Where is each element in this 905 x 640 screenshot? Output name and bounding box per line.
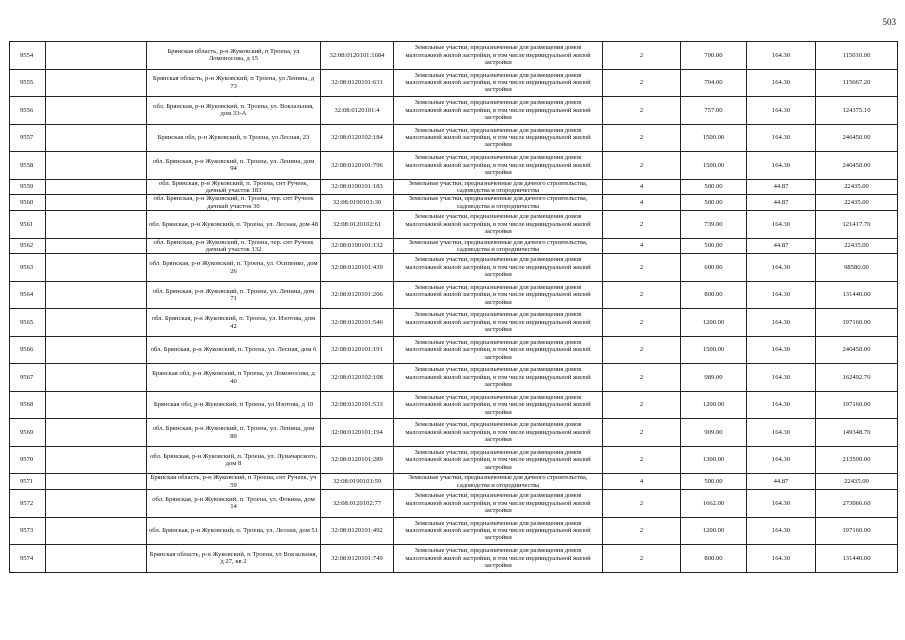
land-plots-table xyxy=(9,41,898,573)
cadastral-value-cell: 22435.00 xyxy=(816,238,898,254)
rate-cell: 164.30 xyxy=(747,545,816,573)
cadastral-value-cell: 197160.00 xyxy=(816,517,898,545)
blank-cell xyxy=(46,97,147,125)
land-use-cell: Земельные участки, предназначенные для размещения домов малоэтажной жилой застройки, в том числе индивидуальной жилой застройки xyxy=(394,124,603,152)
area-cell: 500.00 xyxy=(681,195,747,211)
area-cell: 1500.00 xyxy=(681,152,747,180)
table-row xyxy=(10,97,898,125)
category-cell: 2 xyxy=(603,124,681,152)
cadastral-value-cell: 131440.00 xyxy=(816,281,898,309)
land-use-cell: Земельные участки, предназначенные для размещения домов малоэтажной жилой застройки, в том числе индивидуальной жилой застройки xyxy=(394,254,603,282)
table-row xyxy=(10,545,898,573)
cadastral-value-cell: 22435.00 xyxy=(816,179,898,195)
rate-cell: 164.30 xyxy=(747,309,816,337)
table-row xyxy=(10,517,898,545)
cadastral-number-cell: 32:08:0120101:533 xyxy=(321,391,394,419)
blank-cell xyxy=(46,474,147,490)
category-cell: 2 xyxy=(603,309,681,337)
address-cell: Брянская обл, р-н Жуковский, п Троена, ул Ломоносова, д 40 xyxy=(147,364,321,392)
area-cell: 909.00 xyxy=(681,419,747,447)
table-row xyxy=(10,364,898,392)
cadastral-value-cell: 98580.00 xyxy=(816,254,898,282)
row-number-cell: 9567 xyxy=(10,364,46,392)
cadastral-value-cell: 149348.70 xyxy=(816,419,898,447)
address-cell: обл. Брянская, р-н Жуковский, п. Троена, ул. Ленина, дом 89 xyxy=(147,419,321,447)
cadastral-value-cell: 115010.00 xyxy=(816,42,898,70)
cadastral-number-cell: 32:08:0120101:191 xyxy=(321,336,394,364)
category-cell: 2 xyxy=(603,42,681,70)
address-cell: Брянская область, р-н Жуковский, п Троена, снт Ручеек, уч 59 xyxy=(147,474,321,490)
blank-cell xyxy=(46,211,147,239)
rate-cell: 164.30 xyxy=(747,42,816,70)
area-cell: 700.00 xyxy=(681,42,747,70)
cadastral-number-cell: 32:08:0120101:1684 xyxy=(321,42,394,70)
rate-cell: 44.87 xyxy=(747,195,816,211)
cadastral-value-cell: 131440.00 xyxy=(816,545,898,573)
table-row xyxy=(10,281,898,309)
category-cell: 2 xyxy=(603,254,681,282)
cadastral-number-cell: 32:08:0120101:796 xyxy=(321,152,394,180)
rate-cell: 164.30 xyxy=(747,281,816,309)
row-number-cell: 9561 xyxy=(10,211,46,239)
cadastral-number-cell: 32:08:0120101:206 xyxy=(321,281,394,309)
rate-cell: 164.30 xyxy=(747,391,816,419)
address-cell: Брянская область, р-н Жуковский, п Троена, ул Ленина, д 73 xyxy=(147,69,321,97)
row-number-cell: 9570 xyxy=(10,446,46,474)
blank-cell xyxy=(46,490,147,518)
address-cell: обл. Брянская, р-н Жуковский, п. Троена, ул. Вокзальная, дом 33-А xyxy=(147,97,321,125)
land-use-cell: Земельные участки, предназначенные для дачного строительства, садоводства и огородничества xyxy=(394,179,603,195)
cadastral-number-cell: 32:08:0120102:184 xyxy=(321,124,394,152)
blank-cell xyxy=(46,69,147,97)
area-cell: 989.00 xyxy=(681,364,747,392)
area-cell: 1200.00 xyxy=(681,517,747,545)
row-number-cell: 9556 xyxy=(10,97,46,125)
area-cell: 800.00 xyxy=(681,281,747,309)
land-use-cell: Земельные участки, предназначенные для размещения домов малоэтажной жилой застройки, в том числе индивидуальной жилой застройки xyxy=(394,309,603,337)
table-row xyxy=(10,69,898,97)
cadastral-number-cell: 32:08:0120101:546 xyxy=(321,309,394,337)
blank-cell xyxy=(46,309,147,337)
row-number-cell: 9564 xyxy=(10,281,46,309)
area-cell: 1200.00 xyxy=(681,309,747,337)
address-cell: Брянская обл, р-н Жуковский, п Троена, ул Лесная, 23 xyxy=(147,124,321,152)
table-row xyxy=(10,254,898,282)
rate-cell: 164.30 xyxy=(747,152,816,180)
address-cell: обл. Брянская, р-н Жуковский, п. Троена, ул. Осипенко, дом 26 xyxy=(147,254,321,282)
row-number-cell: 9568 xyxy=(10,391,46,419)
area-cell: 1500.00 xyxy=(681,124,747,152)
category-cell: 2 xyxy=(603,490,681,518)
category-cell: 2 xyxy=(603,152,681,180)
row-number-cell: 9557 xyxy=(10,124,46,152)
category-cell: 2 xyxy=(603,69,681,97)
address-cell: обл. Брянская, р-н Жуковский, п. Троена, ул. Изотова, дом 42 xyxy=(147,309,321,337)
row-number-cell: 9554 xyxy=(10,42,46,70)
area-cell: 739.00 xyxy=(681,211,747,239)
category-cell: 2 xyxy=(603,446,681,474)
land-use-cell: Земельные участки, предназначенные для размещения домов малоэтажной жилой застройки, в том числе индивидуальной жилой застройки xyxy=(394,419,603,447)
row-number-cell: 9559 xyxy=(10,179,46,195)
land-use-cell: Земельные участки, предназначенные для дачного строительства, садоводства и огородничества xyxy=(394,195,603,211)
row-number-cell: 9573 xyxy=(10,517,46,545)
cadastral-value-cell: 22435.00 xyxy=(816,195,898,211)
row-number-cell: 9563 xyxy=(10,254,46,282)
address-cell: обл. Брянская, р-н Жуковский, п. Троена, ул. Ленина, дом 94 xyxy=(147,152,321,180)
address-cell: обл. Брянская, р-н Жуковский, п. Троена, ул. Лесная, дом 51 xyxy=(147,517,321,545)
row-number-cell: 9562 xyxy=(10,238,46,254)
address-cell: обл. Брянская, р-н Жуковский, п. Троена, ул. Луначарского, дом 8 xyxy=(147,446,321,474)
category-cell: 4 xyxy=(603,238,681,254)
area-cell: 1200.00 xyxy=(681,391,747,419)
land-use-cell: Земельные участки, предназначенные для размещения домов малоэтажной жилой застройки, в том числе индивидуальной жилой застройки xyxy=(394,42,603,70)
table-row xyxy=(10,490,898,518)
cadastral-number-cell: 32:08:0120101:4 xyxy=(321,97,394,125)
table-row xyxy=(10,152,898,180)
address-cell: обл. Брянская, р-н Жуковский, п. Троена, тер. снт Ручеек дачный участок 30 xyxy=(147,195,321,211)
page-number: 503 xyxy=(882,17,896,27)
category-cell: 2 xyxy=(603,517,681,545)
cadastral-number-cell: 32:08:0190101:183 xyxy=(321,179,394,195)
rate-cell: 44.87 xyxy=(747,474,816,490)
blank-cell xyxy=(46,195,147,211)
cadastral-value-cell: 213590.00 xyxy=(816,446,898,474)
blank-cell xyxy=(46,336,147,364)
row-number-cell: 9558 xyxy=(10,152,46,180)
blank-cell xyxy=(46,419,147,447)
blank-cell xyxy=(46,391,147,419)
area-cell: 1500.00 xyxy=(681,336,747,364)
land-use-cell: Земельные участки, предназначенные для размещения домов малоэтажной жилой застройки, в том числе индивидуальной жилой застройки xyxy=(394,211,603,239)
category-cell: 2 xyxy=(603,336,681,364)
address-cell: обл. Брянская, р-н Жуковский, п. Троена, ул. Лесная, дом 6 xyxy=(147,336,321,364)
cadastral-value-cell: 246450.00 xyxy=(816,124,898,152)
land-use-cell: Земельные участки, предназначенные для дачного строительства, садоводства и огородничества xyxy=(394,474,603,490)
table-row xyxy=(10,42,898,70)
address-cell: Брянская область, р-н Жуковский, п Троена, ул Ломоносова, д 15 xyxy=(147,42,321,70)
cadastral-number-cell: 32:08:0190101:59 xyxy=(321,474,394,490)
blank-cell xyxy=(46,124,147,152)
cadastral-number-cell: 32:08:0120102:108 xyxy=(321,364,394,392)
blank-cell xyxy=(46,238,147,254)
cadastral-value-cell: 197160.00 xyxy=(816,391,898,419)
cadastral-number-cell: 32:08:0120102:77 xyxy=(321,490,394,518)
table-row xyxy=(10,238,898,254)
cadastral-value-cell: 246450.00 xyxy=(816,336,898,364)
category-cell: 2 xyxy=(603,211,681,239)
cadastral-value-cell: 246450.00 xyxy=(816,152,898,180)
rate-cell: 164.30 xyxy=(747,446,816,474)
rate-cell: 44.87 xyxy=(747,238,816,254)
table-row xyxy=(10,391,898,419)
address-cell: обл. Брянская, р-н Жуковский, п. Троена, ул. Фокина, дом 14 xyxy=(147,490,321,518)
area-cell: 1300.00 xyxy=(681,446,747,474)
land-use-cell: Земельные участки, предназначенные для размещения домов малоэтажной жилой застройки, в том числе индивидуальной жилой застройки xyxy=(394,281,603,309)
cadastral-number-cell: 32:08:0190101:30 xyxy=(321,195,394,211)
category-cell: 2 xyxy=(603,364,681,392)
table-row xyxy=(10,195,898,211)
rate-cell: 44.87 xyxy=(747,179,816,195)
rate-cell: 164.30 xyxy=(747,364,816,392)
category-cell: 4 xyxy=(603,195,681,211)
row-number-cell: 9555 xyxy=(10,69,46,97)
rate-cell: 164.30 xyxy=(747,336,816,364)
table-row xyxy=(10,211,898,239)
area-cell: 500.00 xyxy=(681,474,747,490)
area-cell: 500.00 xyxy=(681,179,747,195)
address-cell: Брянская обл, р-н Жуковский, п Троена, ул Изотова, д 10 xyxy=(147,391,321,419)
cadastral-value-cell: 197160.00 xyxy=(816,309,898,337)
area-cell: 600.00 xyxy=(681,254,747,282)
table-row xyxy=(10,419,898,447)
cadastral-number-cell: 32:08:0120101:749 xyxy=(321,545,394,573)
address-cell: Брянская область, р-н Жуковский, п Троена, ул Вокзальная, д 27, кв 2 xyxy=(147,545,321,573)
land-use-cell: Земельные участки, предназначенные для размещения домов малоэтажной жилой застройки, в том числе индивидуальной жилой застройки xyxy=(394,97,603,125)
rate-cell: 164.30 xyxy=(747,490,816,518)
area-cell: 1662.00 xyxy=(681,490,747,518)
row-number-cell: 9574 xyxy=(10,545,46,573)
blank-cell xyxy=(46,545,147,573)
row-number-cell: 9566 xyxy=(10,336,46,364)
land-use-cell: Земельные участки, предназначенные для размещения домов малоэтажной жилой застройки, в том числе индивидуальной жилой застройки xyxy=(394,364,603,392)
blank-cell xyxy=(46,152,147,180)
row-number-cell: 9572 xyxy=(10,490,46,518)
cadastral-value-cell: 162492.70 xyxy=(816,364,898,392)
cadastral-value-cell: 124375.10 xyxy=(816,97,898,125)
cadastral-number-cell: 32:08:0190101:132 xyxy=(321,238,394,254)
land-use-cell: Земельные участки, предназначенные для размещения домов малоэтажной жилой застройки, в том числе индивидуальной жилой застройки xyxy=(394,545,603,573)
blank-cell xyxy=(46,179,147,195)
address-cell: обл. Брянская, р-н Жуковский, п. Троена, тер. снт Ручеек дачный участок 132 xyxy=(147,238,321,254)
rate-cell: 164.30 xyxy=(747,124,816,152)
category-cell: 2 xyxy=(603,281,681,309)
blank-cell xyxy=(46,281,147,309)
blank-cell xyxy=(46,517,147,545)
cadastral-number-cell: 32:08:0120101:492 xyxy=(321,517,394,545)
blank-cell xyxy=(46,254,147,282)
table-body xyxy=(10,42,898,573)
cadastral-number-cell: 32:08:0120101:631 xyxy=(321,69,394,97)
land-use-cell: Земельные участки, предназначенные для размещения домов малоэтажной жилой застройки, в том числе индивидуальной жилой застройки xyxy=(394,517,603,545)
cadastral-value-cell: 22435.00 xyxy=(816,474,898,490)
row-number-cell: 9560 xyxy=(10,195,46,211)
blank-cell xyxy=(46,446,147,474)
rate-cell: 164.30 xyxy=(747,419,816,447)
land-use-cell: Земельные участки, предназначенные для размещения домов малоэтажной жилой застройки, в том числе индивидуальной жилой застройки xyxy=(394,490,603,518)
table-row xyxy=(10,309,898,337)
cadastral-value-cell: 273066.60 xyxy=(816,490,898,518)
cadastral-value-cell: 121417.70 xyxy=(816,211,898,239)
cadastral-value-cell: 115667.20 xyxy=(816,69,898,97)
land-use-cell: Земельные участки, предназначенные для дачного строительства, садоводства и огородничества xyxy=(394,238,603,254)
area-cell: 500.00 xyxy=(681,238,747,254)
cadastral-number-cell: 32:08:0120101:289 xyxy=(321,446,394,474)
area-cell: 757.00 xyxy=(681,97,747,125)
address-cell: обл. Брянская, р-н Жуковский, п. Троена, ул. Лесная, дом 48 xyxy=(147,211,321,239)
table-row xyxy=(10,446,898,474)
category-cell: 2 xyxy=(603,97,681,125)
row-number-cell: 9569 xyxy=(10,419,46,447)
land-use-cell: Земельные участки, предназначенные для размещения домов малоэтажной жилой застройки, в том числе индивидуальной жилой застройки xyxy=(394,69,603,97)
rate-cell: 164.30 xyxy=(747,211,816,239)
cadastral-number-cell: 32:08:0120101:439 xyxy=(321,254,394,282)
land-use-cell: Земельные участки, предназначенные для размещения домов малоэтажной жилой застройки, в том числе индивидуальной жилой застройки xyxy=(394,446,603,474)
rate-cell: 164.30 xyxy=(747,517,816,545)
table-row xyxy=(10,336,898,364)
area-cell: 704.00 xyxy=(681,69,747,97)
address-cell: обл. Брянская, р-н Жуковский, п. Троена, ул. Ленина, дом 71 xyxy=(147,281,321,309)
address-cell: обл. Брянская, р-н Жуковский, п. Троена, снт Ручеек, дачный участок 183 xyxy=(147,179,321,195)
category-cell: 2 xyxy=(603,545,681,573)
area-cell: 800.00 xyxy=(681,545,747,573)
table-row xyxy=(10,179,898,195)
land-use-cell: Земельные участки, предназначенные для размещения домов малоэтажной жилой застройки, в том числе индивидуальной жилой застройки xyxy=(394,336,603,364)
blank-cell xyxy=(46,364,147,392)
table-row xyxy=(10,474,898,490)
category-cell: 2 xyxy=(603,419,681,447)
land-use-cell: Земельные участки, предназначенные для размещения домов малоэтажной жилой застройки, в том числе индивидуальной жилой застройки xyxy=(394,391,603,419)
category-cell: 4 xyxy=(603,474,681,490)
category-cell: 4 xyxy=(603,179,681,195)
rate-cell: 164.30 xyxy=(747,254,816,282)
row-number-cell: 9565 xyxy=(10,309,46,337)
category-cell: 2 xyxy=(603,391,681,419)
table-row xyxy=(10,124,898,152)
cadastral-number-cell: 32:08:0120102:61 xyxy=(321,211,394,239)
cadastral-number-cell: 32:08:0120101:194 xyxy=(321,419,394,447)
rate-cell: 164.30 xyxy=(747,69,816,97)
rate-cell: 164.30 xyxy=(747,97,816,125)
land-use-cell: Земельные участки, предназначенные для размещения домов малоэтажной жилой застройки, в том числе индивидуальной жилой застройки xyxy=(394,152,603,180)
blank-cell xyxy=(46,42,147,70)
row-number-cell: 9571 xyxy=(10,474,46,490)
